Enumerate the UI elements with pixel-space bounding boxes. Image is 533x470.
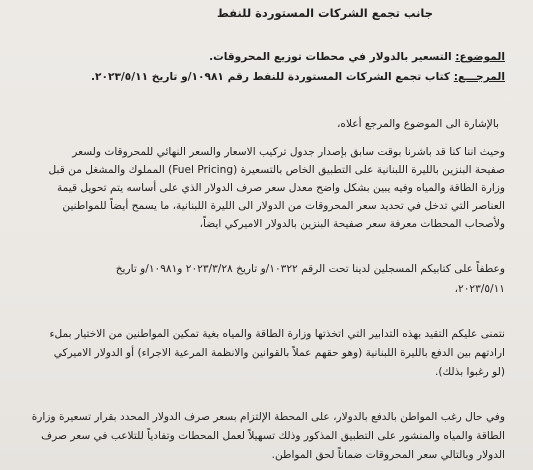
paragraph-2-line: ٢٠٢٣/٥/١١، — [454, 283, 505, 295]
paragraph-1-line: صفيحة البنزين بالليرة اللبنانية على التطبيق الخاص بالتسعيرة (Fuel Pricing) المملوك والمشغل من قبل — [48, 164, 505, 176]
subject-line — [209, 50, 505, 64]
reference-text: كتاب تجمع الشركات المستوردة للنفط رقم ١٠٩٨١/و تاريخ ٢٠٢٣/٥/١١. — [91, 71, 454, 83]
subject-text: التسعير بالدولار في محطات توزيع المحروقات. — [209, 51, 456, 63]
subject-label: الموضوع: — [455, 51, 505, 63]
paragraph-3-line: نتمنى عليكم التقيد بهذه التدابير التي اتخذتها وزارة الطاقة والمياه بغية تمكين المواطنين من الاختيار بملء — [49, 328, 505, 340]
addressee-line: جانب تجمع الشركات المستوردة للنفط — [216, 6, 433, 20]
paragraph-2-line: وعطفاً على كتابيكم المسجلين لدينا تحت الرقم ١٠٣٢٢/و تاريخ ٢٠٢٣/٣/٢٨ و١٠٩٨١/و تاريخ — [115, 263, 505, 275]
paragraph-1-line: وزارة الطاقة والمياه وفيه يبين بشكل واضح معدل سعر صرف الدولار الذي على أساسه يتم تحويل قيمة — [56, 182, 505, 194]
paragraph-3-line: ارادتهم بين الدفع بالليرة اللبنانية (وهو حقهم عملاً بالقوانين والانظمة المرعية الاجراء) أو الدولار الاميركي — [53, 347, 505, 359]
paragraph-4-line: الدولار وبالتالي سعر المحروقات ضماناً لحق المواطن. — [271, 449, 505, 461]
reference-label: المرجـــع: — [453, 71, 505, 83]
paragraph-1-line: ولأصحاب المحطات معرفة سعر صفيحة البنزين بالدولار الاميركي ايضاً، — [199, 218, 505, 230]
paragraph-4-line: وفي حال رغب المواطن بالدفع بالدولار، على المحطة الإلتزام بسعر صرف الدولار المحدد بقرار تسعيرة وزارة — [31, 411, 505, 423]
paragraph-1-line: العناصر التي تدخل في تحديد سعر المحروقات من الدولار الى الليرة اللبنانية، ما يسمح أيضاً للمواطنين — [62, 200, 505, 212]
paragraph-1-line: وحيث اننا كنا قد باشرنا بوقت سابق بإصدار جدول تركيب الاسعار والسعر النهائي للمحروقات ولسعر — [72, 146, 505, 158]
paragraph-4-line: الطاقة والمياه والمنشور على التطبيق المذكور وذلك تسهيلاً لعمل المحطات وتفادياً للتلاعب في سعر صرف — [41, 430, 505, 442]
intro-line: بالإشارة الى الموضوع والمرجع أعلاه، — [336, 118, 499, 130]
paragraph-3-line: (لو رغبوا بذلك). — [434, 366, 505, 378]
reference-line — [91, 70, 505, 84]
